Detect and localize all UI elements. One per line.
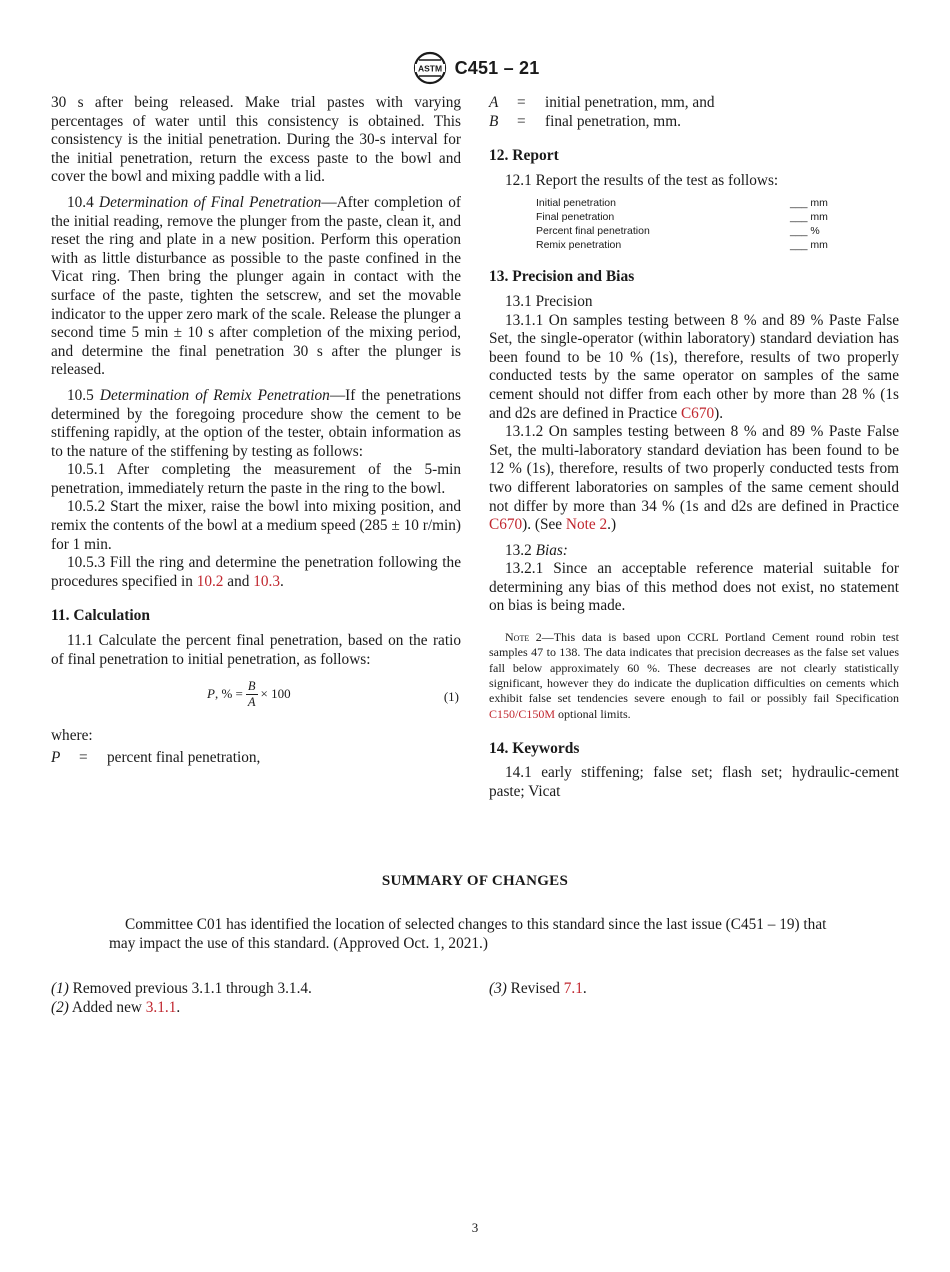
- change-text: .: [582, 980, 587, 997]
- section-text: and: [223, 572, 254, 590]
- link-3-1-1[interactable]: 3.1.1: [145, 998, 177, 1016]
- list-item: [489, 980, 587, 999]
- section-text: 13.1.2 On samples testing between 8 % and 89 % Paste False Set, the multi-laboratory standard deviation has been found to be 12 % (1s), therefore, results of two properly conducted tests from two different laboratories on samples of the same cement should not differ by more than 34 % (1s and d2s are defined in Practice: [489, 423, 899, 515]
- change-number: (3): [489, 980, 507, 997]
- definition-text: initial penetration, mm, and: [545, 94, 715, 111]
- link-note-2[interactable]: Note 2: [565, 516, 608, 534]
- report-unit: ___ %: [790, 225, 820, 238]
- change-text: Revised: [506, 980, 564, 997]
- list-item: [51, 980, 312, 999]
- section-text: ).: [714, 404, 724, 422]
- section-10-5: [51, 387, 461, 461]
- change-text: .: [176, 998, 181, 1016]
- section-title: Determination of Final Penetration: [99, 193, 322, 211]
- report-unit: ___ mm: [790, 197, 828, 210]
- change-number: (1): [51, 980, 69, 997]
- equation-expression: [207, 679, 291, 710]
- section-10-5-3: [51, 554, 461, 591]
- section-text: .): [607, 516, 617, 534]
- table-row: [536, 196, 836, 210]
- section-10-5-2: 10.5.2 Start the mixer, raise the bowl into mixing position, and remix the contents of the bowl at a medium speed (285 ± 10 r/min) for 1 min.: [51, 498, 461, 553]
- paragraph-continuation: 30 s after being released. Make trial pastes with varying percentages of water until this consistency is obtained. This consistency is the initial penetration. During the 30-s interval for the initial penetration, return the excess paste to the bowl and cover the bowl and mixing paddle with a lid.: [51, 94, 461, 186]
- equation-fraction: [246, 679, 258, 710]
- section-13-1-2: [489, 423, 899, 535]
- link-c150[interactable]: C150/C150M: [489, 706, 556, 721]
- section-text: ). (See: [522, 516, 566, 534]
- section-number: 10.4: [67, 193, 94, 211]
- summary-of-changes: [0, 872, 950, 1016]
- section-number: 13.2: [505, 541, 532, 559]
- change-text: Added new: [68, 998, 146, 1016]
- section-11-1: 11.1 Calculate the percent final penetration, based on the ratio of final penetration to initial penetration, as follows:: [51, 632, 461, 668]
- link-7-1[interactable]: 7.1: [563, 980, 583, 997]
- note-text: —This data is based upon CCRL Portland Cement round robin test samples 47 to 138. The data indicates that precision decreases as the false set values fall below approximately 60 %. These decreases are not clearly statistically significant, however they do indicate the duplication difficulties on cements which exhibit false set tendencies severe enough to fail or possibly fail Specification: [489, 630, 900, 706]
- definition-a: [489, 94, 899, 113]
- section-13-1: 13.1 Precision: [505, 292, 593, 310]
- summary-title: SUMMARY OF CHANGES: [381, 873, 569, 889]
- note-label: Note 2: [505, 630, 542, 645]
- section-text: 13.1.1 On samples testing between 8 % and 89 % Paste False Set, the single-operator (within laboratory) standard deviation has been found to be 10 % (1s), therefore, results of two properly conducted tests by the same operator on samples of the same cement should not differ from each other by more than 28 % (1s and d2s are defined in Practice: [489, 311, 899, 422]
- definition-symbol: B: [489, 112, 499, 130]
- note-2: [489, 630, 899, 722]
- changes-list-left: [51, 980, 312, 1017]
- equation-numerator: B: [247, 679, 256, 694]
- page-header: [0, 50, 950, 86]
- definition-equals: =: [517, 112, 526, 130]
- section-text: 10.5.3 Fill the ring and determine the penetration following the procedures specified in: [51, 554, 461, 590]
- definition-text: final penetration, mm.: [545, 112, 681, 130]
- heading-keywords: 14. Keywords: [489, 739, 580, 757]
- report-label: Initial penetration: [536, 197, 616, 210]
- section-title: Determination of Remix Penetration: [99, 386, 330, 404]
- section-number: 10.5: [67, 386, 94, 404]
- definition-b: [489, 113, 899, 132]
- equation-rhs: × 100: [260, 686, 291, 702]
- link-c670[interactable]: C670: [489, 516, 523, 534]
- section-10-4: [51, 194, 461, 380]
- equation-lhs: P: [207, 686, 215, 702]
- report-table: [536, 196, 836, 252]
- heading-precision-bias: 13. Precision and Bias: [489, 268, 635, 286]
- report-unit: ___ mm: [790, 211, 828, 224]
- equation-1: [51, 675, 461, 719]
- table-row: [536, 210, 836, 224]
- svg-text:ASTM: ASTM: [417, 63, 442, 74]
- definition-p: [51, 749, 461, 768]
- section-14-1: 14.1 early stiffening; false set; flash set; hydraulic-cement paste; Vicat: [489, 764, 899, 801]
- heading-calculation: 11. Calculation: [51, 607, 151, 625]
- definition-symbol: A: [489, 94, 499, 111]
- where-label: where:: [51, 727, 93, 745]
- section-title: Bias:: [535, 541, 568, 559]
- where-block-continued: [489, 94, 899, 131]
- table-row: [536, 224, 836, 238]
- link-10-3[interactable]: 10.3: [253, 572, 280, 590]
- astm-logo-icon: [411, 51, 449, 85]
- section-13-1-1: [489, 312, 899, 424]
- link-c670[interactable]: C670: [680, 404, 715, 422]
- report-label: Percent final penetration: [536, 225, 650, 238]
- definition-text: percent final penetration,: [107, 748, 261, 766]
- section-text: .: [280, 572, 284, 590]
- report-unit: ___ mm: [790, 239, 828, 252]
- section-body: —If the penetrations determined by the foregoing procedure show the cement to be stiffening rapidly, at the option of the tester, obtain information as to the nature of the stiffening by testing as follows:: [51, 386, 461, 460]
- equation-number: (1): [443, 689, 459, 705]
- where-block: [51, 727, 461, 767]
- changes-list-right: [489, 980, 587, 999]
- report-label: Remix penetration: [536, 239, 622, 252]
- right-column: [489, 94, 899, 802]
- report-label: Final penetration: [536, 211, 615, 224]
- section-13-2: [489, 542, 899, 561]
- section-13-2-1: 13.2.1 Since an acceptable reference material suitable for determining any bias of this method does not exist, no statement on bias is being made.: [489, 560, 899, 615]
- equation-lhs-unit: , % =: [214, 686, 243, 702]
- summary-text: Committee C01 has identified the location of selected changes to this standard since the last issue (C451 – 19) that may impact the use of this standard. (Approved Oct. 1, 2021.): [109, 916, 827, 952]
- definition-equals: =: [517, 94, 526, 111]
- heading-report: 12. Report: [489, 147, 559, 165]
- change-number: (2): [51, 998, 69, 1016]
- change-text: Removed previous 3.1.1 through 3.1.4.: [68, 980, 312, 997]
- section-10-5-1: 10.5.1 After completing the measurement of the 5-min penetration, immediately return the paste in the ring to the bowl.: [51, 461, 461, 497]
- section-12-1: 12.1 Report the results of the test as follows:: [505, 171, 779, 189]
- equation-denominator: A: [247, 695, 256, 710]
- list-item: [51, 999, 312, 1018]
- note-text: optional limits.: [555, 706, 631, 721]
- section-body: —After completion of the initial reading, remove the plunger from the paste, clean it, and reset the ring and plate in a new position. Perform this operation with as little disturbance as possible to the paste confined in the Vicat ring. Then bring the plunger again in contact with the surface of the paste, tighten the setscrew, and set the movable indicator to the upper zero mark of the scale. Release the plunger a second time 5 min ± 10 s after completion of the mixing period, and determine the final penetration 30 s after the plunger is released.: [51, 193, 461, 379]
- page-number: 3: [471, 1220, 479, 1235]
- document-id: C451 – 21: [454, 57, 540, 78]
- definition-symbol: P: [51, 748, 61, 766]
- left-column: [51, 94, 461, 767]
- link-10-2[interactable]: 10.2: [196, 572, 224, 590]
- definition-equals: =: [79, 748, 88, 766]
- table-row: [536, 238, 836, 252]
